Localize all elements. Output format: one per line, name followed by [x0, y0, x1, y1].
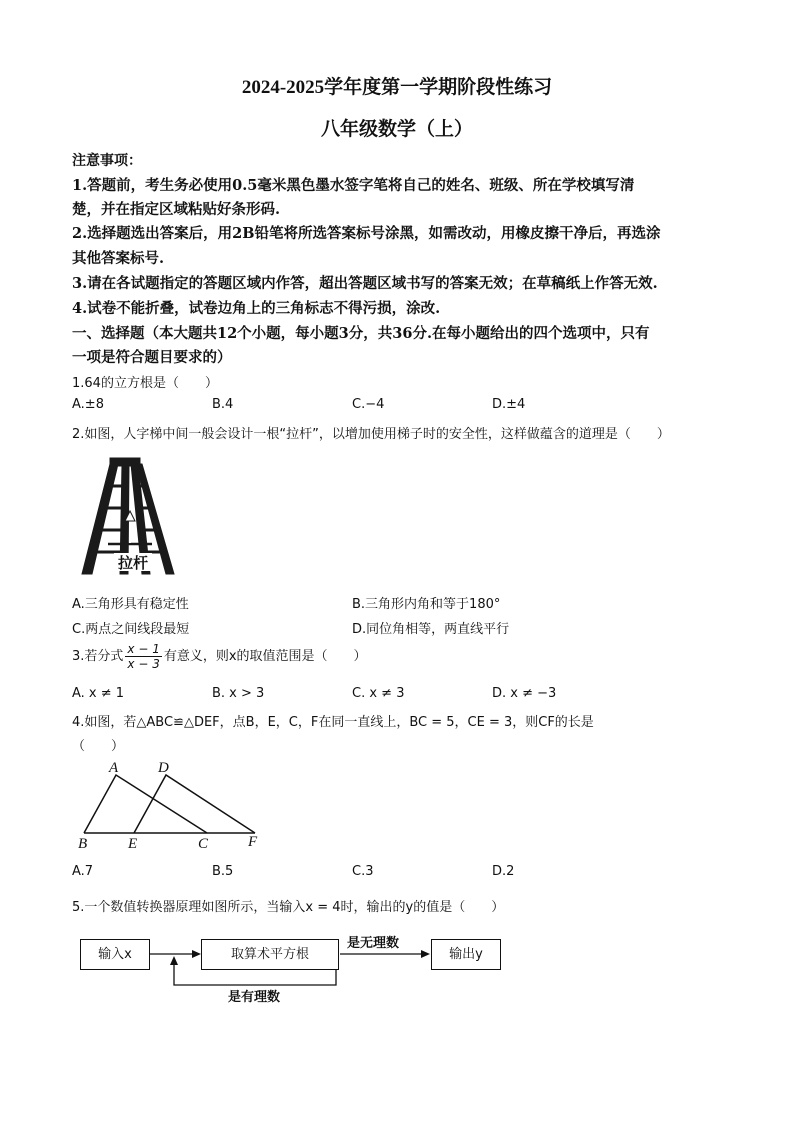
- notice-2-line1: 2.选择题选出答案后，用2B铅笔将所选答案标号涂黑，如需改动，用橡皮擦干净后，再选涂: [72, 225, 661, 242]
- notice-1-line2: 楚，并在指定区域粘贴好条形码.: [72, 201, 281, 218]
- notice-3: 3.请在各试题指定的答题区域内作答，超出答题区域书写的答案无效；在草稿纸上作答无效.: [72, 275, 658, 292]
- q1-option-b: B.4: [212, 397, 234, 412]
- flow-process-box: 取算术平方根: [201, 939, 339, 970]
- triangles-figure: [72, 760, 272, 852]
- label-b: B: [78, 836, 88, 852]
- q3-option-d: D. x ≠ −3: [492, 686, 557, 701]
- ladder-label: 拉杆: [117, 554, 149, 572]
- q1-stem: 1.64的立方根是（ ）: [72, 376, 218, 391]
- notice-1-line1: 1.答题前，考生务必使用0.5毫米黑色墨水签字笔将自己的姓名、班级、所在学校填写清: [72, 177, 635, 194]
- exam-title: 2024-2025学年度第一学期阶段性练习: [241, 77, 553, 98]
- q3-stem-prefix: 3.若分式: [72, 649, 124, 664]
- flow-input-box: 输入x: [80, 939, 150, 970]
- q1-option-a: A.±8: [72, 397, 104, 412]
- q3-stem: [72, 642, 367, 671]
- label-a: A: [109, 760, 119, 776]
- label-e: E: [128, 836, 138, 852]
- label-c: C: [198, 836, 209, 852]
- q4-option-d: D.2: [492, 864, 515, 879]
- q4-option-c: C.3: [352, 864, 374, 879]
- q4-option-b: B.5: [212, 864, 234, 879]
- q3-stem-suffix: 有意义，则x的取值范围是（ ）: [163, 649, 367, 664]
- section1-heading: 一、选择题（本大题共12个小题，每小题3分，共36分.在每小题给出的四个选项中，只有: [72, 325, 650, 342]
- q1-option-d: D.±4: [492, 397, 526, 412]
- q2-option-a: A.三角形具有稳定性: [72, 597, 189, 612]
- q3-fraction-denominator: x − 3: [127, 657, 160, 671]
- q4-option-a: A.7: [72, 864, 94, 879]
- notice-2-line2: 其他答案标号.: [72, 250, 165, 267]
- label-d: D: [158, 760, 169, 776]
- q2-option-b: B.三角形内角和等于180°: [352, 597, 501, 612]
- q3-fraction: [125, 642, 161, 671]
- q3-fraction-numerator: x − 1: [127, 642, 160, 656]
- flow-rational-label: 是有理数: [228, 990, 281, 1005]
- q4-stem-cont: （ ）: [72, 739, 125, 754]
- q3-option-b: B. x > 3: [212, 686, 265, 701]
- q4-stem: 4.如图，若△ABC≌△DEF，点B，E，C，F在同一直线上，BC = 5，CE = 3，则CF的长是: [72, 715, 594, 730]
- q2-stem: 2.如图，人字梯中间一般会设计一根“拉杆”，以增加使用梯子时的安全性，这样做蕴含的道理是（ ）: [72, 427, 670, 442]
- notice-4: 4.试卷不能折叠，试卷边角上的三角标志不得污损，涂改.: [72, 300, 441, 317]
- ladder-figure: [78, 456, 178, 581]
- flow-output-box: 输出y: [431, 939, 501, 970]
- q1-option-c: C.−4: [352, 397, 385, 412]
- label-f: F: [248, 834, 258, 850]
- section1-heading-cont: 一项是符合题目要求的）: [72, 349, 232, 366]
- notices-heading: 注意事项：: [72, 153, 142, 169]
- q2-option-c: C.两点之间线段最短: [72, 622, 190, 637]
- q2-option-d: D.同位角相等，两直线平行: [352, 622, 510, 637]
- q3-option-c: C. x ≠ 3: [352, 686, 405, 701]
- flow-irrational-label: 是无理数: [347, 936, 400, 951]
- triangle-abc: [84, 775, 207, 833]
- exam-subtitle: 八年级数学（上）: [320, 119, 473, 140]
- q5-stem: 5.一个数值转换器原理如图所示，当输入x = 4时，输出的y的值是（ ）: [72, 900, 505, 915]
- q3-option-a: A. x ≠ 1: [72, 686, 125, 701]
